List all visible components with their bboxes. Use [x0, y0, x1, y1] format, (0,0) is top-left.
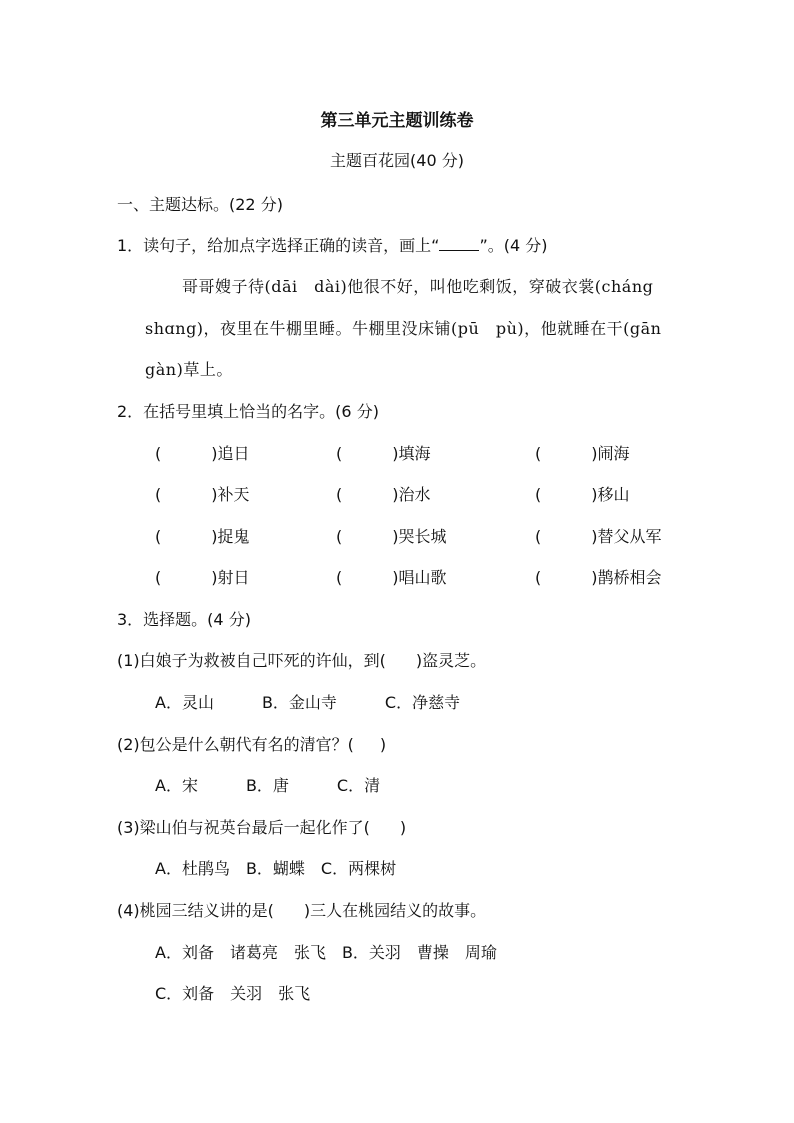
choice-options: A．刘备 诸葛亮 张飞 B．关羽 曹操 周瑜: [155, 943, 497, 962]
fill-cell[interactable]: ( )唱山歌: [336, 568, 447, 587]
section-heading: 一、主题达标。(22 分): [117, 195, 283, 214]
choice-options: A．杜鹃鸟 B．蝴蝶 C．两棵树: [155, 859, 397, 878]
choice-stem: (1)白娘子为救被自己吓死的许仙，到( )盗灵芝。: [117, 651, 487, 670]
question-1-prompt-after: ”。(4 分): [479, 236, 548, 255]
page-subtitle: 主题百花园(40 分): [330, 151, 464, 170]
fill-cell[interactable]: ( )哭长城: [336, 527, 447, 546]
choice-stem: (4)桃园三结义讲的是( )三人在桃园结义的故事。: [117, 901, 487, 920]
question-1-prompt: [117, 233, 548, 256]
fill-cell[interactable]: ( )捉鬼: [155, 527, 250, 546]
fill-cell[interactable]: ( )填海: [336, 444, 431, 463]
choice-stem: (2)包公是什么朝代有名的清官？( ): [117, 735, 387, 754]
fill-cell[interactable]: ( )补天: [155, 485, 250, 504]
fill-cell[interactable]: ( )治水: [336, 485, 431, 504]
choice-stem: (3)梁山伯与祝英台最后一起化作了( ): [117, 818, 407, 837]
question-1-prompt-before: 1．读句子，给加点字选择正确的读音，画上“: [117, 236, 440, 255]
fill-row: [0, 524, 794, 546]
fill-row: [0, 482, 794, 504]
fill-cell[interactable]: ( )追日: [155, 444, 250, 463]
question-3-prompt: 3．选择题。(4 分): [117, 610, 251, 629]
fill-row: [0, 441, 794, 463]
fill-cell[interactable]: ( )闹海: [535, 444, 630, 463]
fill-cell[interactable]: ( )替父从军: [535, 527, 662, 546]
choice-options: C．刘备 关羽 张飞: [155, 984, 311, 1003]
choice-options: A．灵山 B．金山寺 C．净慈寺: [155, 693, 461, 712]
fill-cell[interactable]: ( )移山: [535, 485, 630, 504]
answer-underline: [439, 238, 479, 251]
choice-options: A．宋 B．唐 C．清: [155, 776, 381, 795]
question-2-prompt: 2．在括号里填上恰当的名字。(6 分): [117, 402, 379, 421]
passage-line: gàn)草上。: [145, 360, 233, 379]
fill-row: [0, 565, 794, 587]
passage-line: 哥哥嫂子待(dāi dài)他很不好，叫他吃剩饭，穿破衣裳(cháng: [182, 277, 654, 296]
page-title: 第三单元主题训练卷: [320, 111, 474, 131]
passage-line: shɑng)，夜里在牛棚里睡。牛棚里没床铺(pū pù)，他就睡在干(gān: [145, 319, 662, 338]
fill-cell[interactable]: ( )射日: [155, 568, 250, 587]
fill-cell[interactable]: ( )鹊桥相会: [535, 568, 662, 587]
